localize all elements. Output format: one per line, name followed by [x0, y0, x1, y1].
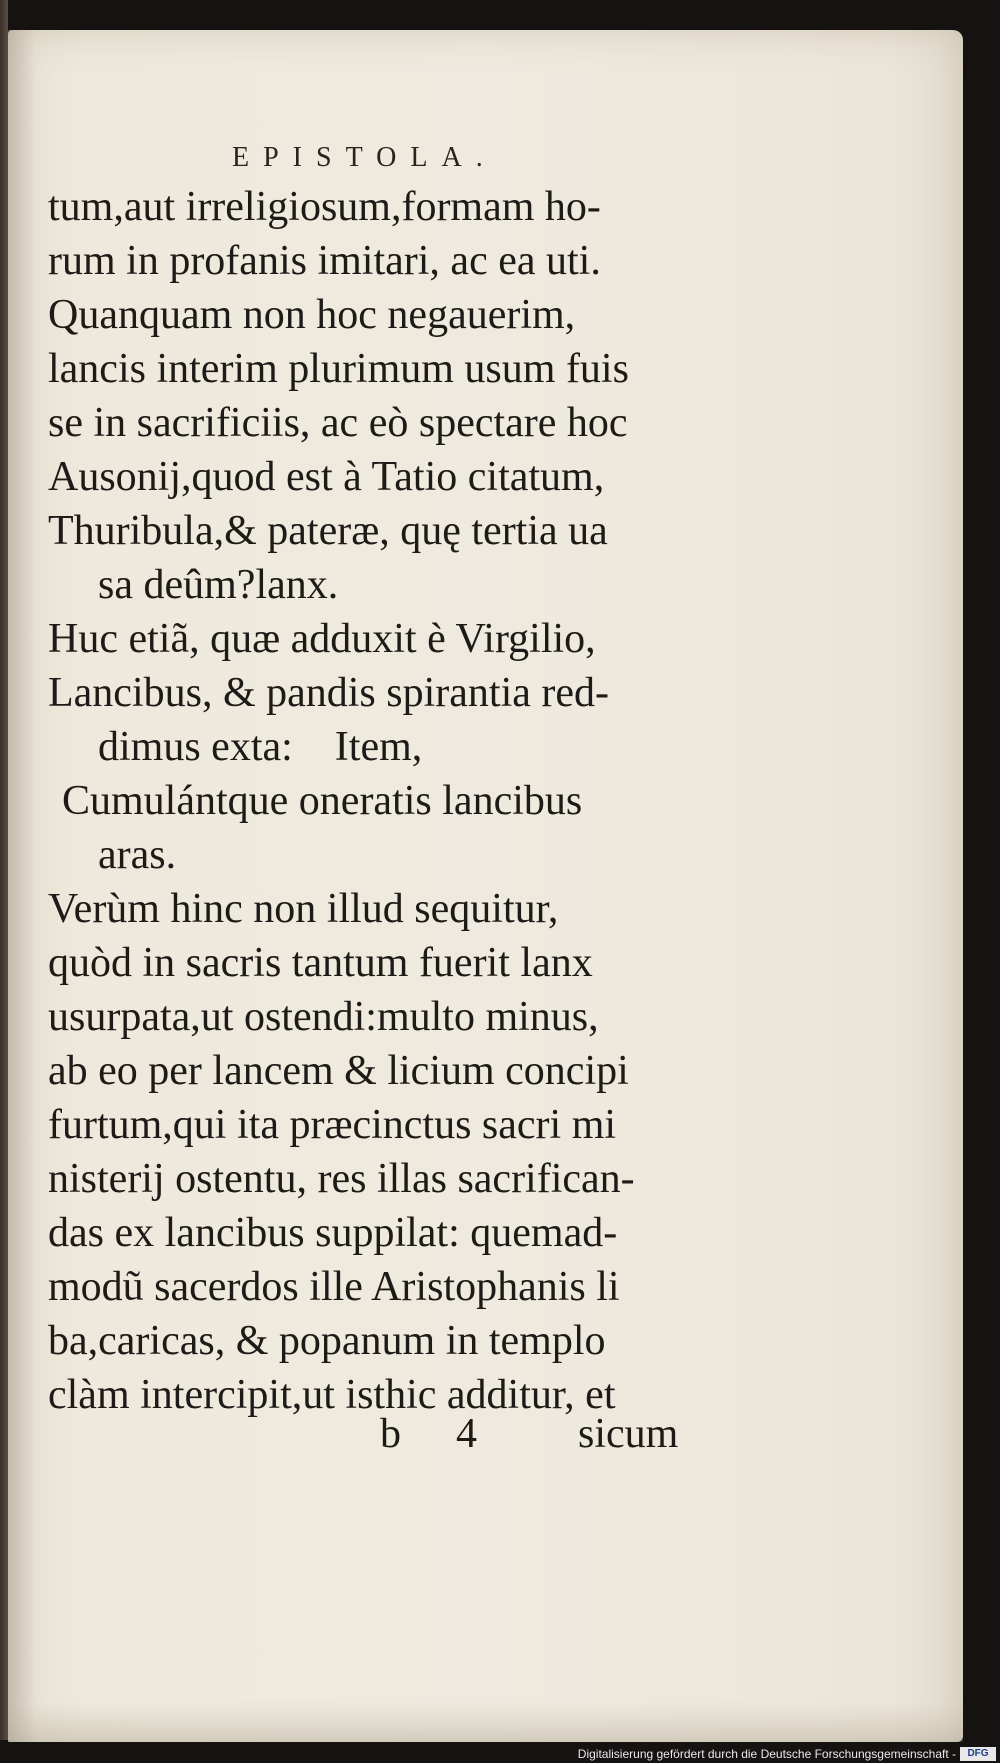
text-line-9: Huc etiã, quæ adduxit è Virgilio,	[48, 616, 596, 662]
text-line-14: Verùm hinc non illud sequitur,	[48, 886, 559, 932]
text-line-2: rum in profanis imitari, ac ea uti.	[48, 238, 601, 284]
text-line-5: se in sacrificiis, ac eò spectare hoc	[48, 400, 628, 446]
text-line-8: sa deûm?lanx.	[98, 562, 339, 608]
text-line-15: quòd in sacris tantum fuerit lanx	[48, 940, 593, 986]
text-line-16: usurpata,ut ostendi:multo minus,	[48, 994, 599, 1040]
text-line-11: dimus exta: Item,	[98, 724, 423, 770]
text-line-10: Lancibus, & pandis spirantia red-	[48, 670, 610, 716]
text-line-21: modũ sacerdos ille Aristophanis li	[48, 1264, 620, 1310]
text-line-23: clàm intercipit,ut isthic additur, et	[48, 1372, 616, 1418]
text-line-20: das ex lancibus suppilat: quemad-	[48, 1210, 618, 1256]
text-line-6: Ausonij,quod est à Tatio citatum,	[48, 454, 605, 500]
text-line-13: aras.	[98, 832, 177, 878]
dfg-logo: DFG	[960, 1747, 996, 1761]
text-line-7: Thuribula,& pateræ, quę tertia ua	[48, 508, 608, 554]
digitization-credit: Digitalisierung gefördert durch die Deutsche Forschungsgemeinschaft -	[577, 1747, 956, 1761]
text-line-22: ba,caricas, & popanum in templo	[48, 1318, 606, 1364]
text-line-4: lancis interim plurimum usum fuis	[48, 346, 629, 392]
main-text	[48, 180, 698, 1422]
book-page	[8, 30, 963, 1742]
book-edge	[0, 0, 8, 1740]
text-line-18: furtum,qui ita præcinctus sacri mi	[48, 1102, 617, 1148]
text-line-3: Quanquam non hoc negauerim,	[48, 292, 576, 338]
signature-number: 4	[456, 1411, 477, 1457]
text-line-17: ab eo per lancem & licium concipi	[48, 1048, 629, 1094]
text-line-19: nisterij ostentu, res illas sacrifican-	[48, 1156, 635, 1202]
text-line-1: tum,aut irreligiosum,formam ho-	[48, 184, 601, 230]
running-head: EPISTOLA.	[232, 142, 497, 173]
signature-letter: b	[380, 1411, 401, 1457]
catchword: sicum	[578, 1411, 679, 1457]
signature-line	[48, 1410, 698, 1464]
text-line-12: Cumulántque oneratis lancibus	[62, 778, 583, 824]
